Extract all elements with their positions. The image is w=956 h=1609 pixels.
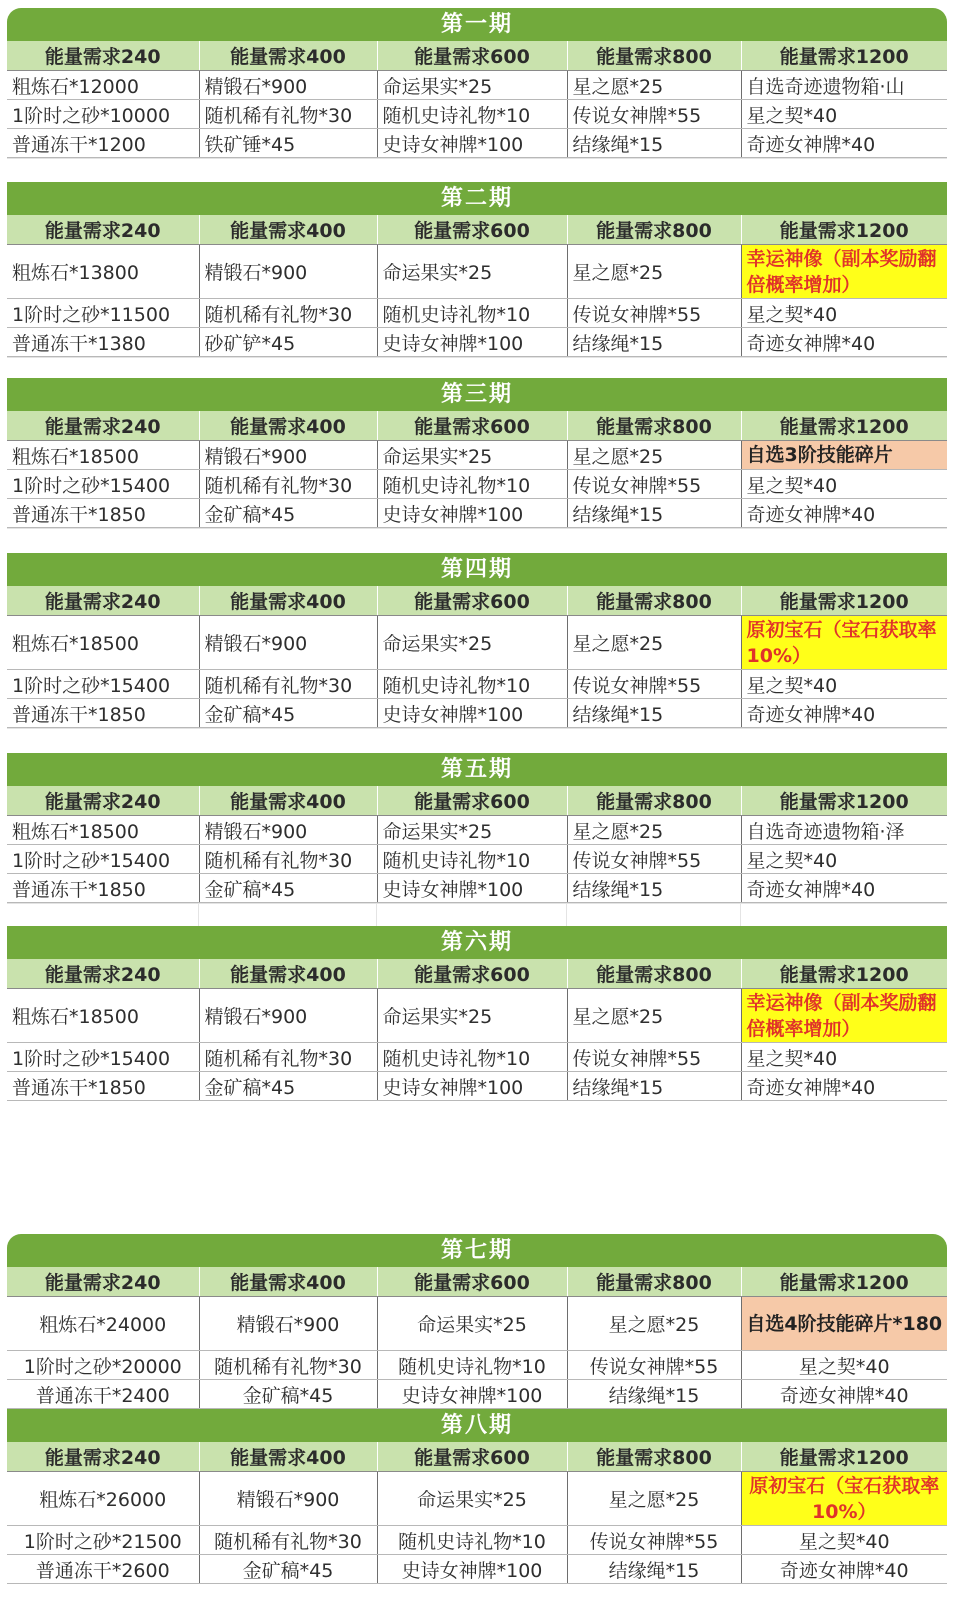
reward-cell: 奇迹女神牌*40 [741, 499, 947, 528]
period-title: 第二期 [7, 182, 947, 215]
reward-cell: 传说女神牌*55 [567, 670, 741, 699]
header-row [7, 786, 947, 816]
period-title: 第七期 [7, 1234, 947, 1267]
reward-cell: 随机稀有礼物*30 [199, 470, 377, 499]
reward-cell: 传说女神牌*55 [567, 470, 741, 499]
reward-cell: 奇迹女神牌*40 [741, 874, 947, 903]
reward-cell: 星之愿*25 [567, 1297, 741, 1351]
highlight-reward-cell: 原初宝石（宝石获取率10%） [741, 616, 947, 670]
reward-cell: 星之愿*25 [567, 245, 741, 299]
reward-cell: 铁矿锤*45 [199, 129, 377, 158]
table-row [7, 328, 947, 357]
section-gap [7, 357, 947, 378]
reward-cell: 粗炼石*13800 [7, 245, 199, 299]
reward-cell: 结缘绳*15 [567, 129, 741, 158]
reward-cell: 普通冻干*2400 [7, 1380, 199, 1409]
header-cell: 能量需求400 [199, 959, 377, 989]
reward-cell: 史诗女神牌*100 [377, 1380, 567, 1409]
period-7 [7, 1234, 947, 1409]
section-gap [7, 728, 947, 753]
reward-cell: 星之愿*25 [567, 816, 741, 845]
header-cell: 能量需求800 [567, 786, 741, 816]
reward-table [7, 959, 947, 1101]
reward-cell: 粗炼石*26000 [7, 1472, 199, 1526]
reward-cell: 命运果实*25 [377, 1472, 567, 1526]
reward-cell: 星之契*40 [741, 845, 947, 874]
reward-cell: 普通冻干*1850 [7, 499, 199, 528]
reward-cell: 随机史诗礼物*10 [377, 670, 567, 699]
header-cell: 能量需求1200 [741, 215, 947, 245]
reward-table [7, 786, 947, 903]
reward-cell: 随机稀有礼物*30 [199, 1043, 377, 1072]
reward-cell: 砂矿铲*45 [199, 328, 377, 357]
reward-cell: 传说女神牌*55 [567, 1526, 741, 1555]
header-cell: 能量需求240 [7, 1267, 199, 1297]
reward-cell: 结缘绳*15 [567, 499, 741, 528]
table-row [7, 129, 947, 158]
reward-cell: 粗炼石*18500 [7, 441, 199, 470]
reward-cell: 结缘绳*15 [567, 1072, 741, 1101]
header-row [7, 1267, 947, 1297]
reward-cell: 传说女神牌*55 [567, 100, 741, 129]
reward-cell: 随机稀有礼物*30 [199, 845, 377, 874]
reward-cell: 星之愿*25 [567, 1472, 741, 1526]
reward-cell: 普通冻干*1200 [7, 129, 199, 158]
reward-cell: 奇迹女神牌*40 [741, 1555, 947, 1584]
reward-cell: 精锻石*900 [199, 71, 377, 100]
reward-cell: 史诗女神牌*100 [377, 129, 567, 158]
table-row [7, 816, 947, 845]
reward-cell: 星之契*40 [741, 1526, 947, 1555]
reward-cell: 精锻石*900 [199, 441, 377, 470]
reward-cell: 精锻石*900 [199, 245, 377, 299]
header-cell: 能量需求400 [199, 786, 377, 816]
highlight-reward-cell: 自选3阶技能碎片 [741, 441, 947, 470]
reward-cell: 金矿稿*45 [199, 1555, 377, 1584]
reward-cell: 随机稀有礼物*30 [199, 299, 377, 328]
header-cell: 能量需求600 [377, 959, 567, 989]
reward-table [7, 1442, 947, 1584]
header-row [7, 1442, 947, 1472]
reward-cell: 奇迹女神牌*40 [741, 129, 947, 158]
reward-table [7, 586, 947, 728]
reward-cell: 随机史诗礼物*10 [377, 1351, 567, 1380]
header-cell: 能量需求600 [377, 411, 567, 441]
header-cell: 能量需求240 [7, 1442, 199, 1472]
reward-cell: 随机稀有礼物*30 [199, 670, 377, 699]
reward-cell: 粗炼石*24000 [7, 1297, 199, 1351]
header-cell: 能量需求600 [377, 786, 567, 816]
reward-cell: 随机稀有礼物*30 [199, 100, 377, 129]
header-cell: 能量需求400 [199, 1442, 377, 1472]
table-row [7, 989, 947, 1043]
period-title: 第四期 [7, 553, 947, 586]
reward-cell: 史诗女神牌*100 [377, 1555, 567, 1584]
period-title: 第一期 [7, 8, 947, 41]
table-row [7, 1555, 947, 1584]
header-cell: 能量需求1200 [741, 411, 947, 441]
header-cell: 能量需求600 [377, 215, 567, 245]
reward-cell: 普通冻干*1850 [7, 699, 199, 728]
reward-cell: 随机史诗礼物*10 [377, 100, 567, 129]
table-row [7, 670, 947, 699]
table-row [7, 100, 947, 129]
reward-cell: 1阶时之砂*11500 [7, 299, 199, 328]
header-cell: 能量需求1200 [741, 586, 947, 616]
reward-cell: 精锻石*900 [199, 816, 377, 845]
header-cell: 能量需求240 [7, 411, 199, 441]
reward-cell: 星之契*40 [741, 470, 947, 499]
highlight-reward-cell: 幸运神像（副本奖励翻倍概率增加） [741, 989, 947, 1043]
header-cell: 能量需求400 [199, 411, 377, 441]
header-cell: 能量需求400 [199, 41, 377, 71]
period-2 [7, 182, 947, 378]
header-cell: 能量需求800 [567, 215, 741, 245]
reward-cell: 粗炼石*18500 [7, 616, 199, 670]
period-title: 第六期 [7, 926, 947, 959]
reward-cell: 星之契*40 [741, 670, 947, 699]
highlight-reward-cell: 幸运神像（副本奖励翻倍概率增加） [741, 245, 947, 299]
period-6 [7, 926, 947, 1101]
reward-table [7, 41, 947, 158]
header-cell: 能量需求800 [567, 411, 741, 441]
reward-cell: 结缘绳*15 [567, 874, 741, 903]
reward-cell: 随机史诗礼物*10 [377, 299, 567, 328]
highlight-reward-cell: 自选4阶技能碎片*180 [741, 1297, 947, 1351]
reward-cell: 普通冻干*2600 [7, 1555, 199, 1584]
header-cell: 能量需求240 [7, 586, 199, 616]
reward-cell: 金矿稿*45 [199, 874, 377, 903]
period-4 [7, 553, 947, 753]
highlight-reward-cell: 原初宝石（宝石获取率10%） [741, 1472, 947, 1526]
reward-cell: 随机稀有礼物*30 [199, 1351, 377, 1380]
reward-cell: 金矿稿*45 [199, 699, 377, 728]
reward-cell: 奇迹女神牌*40 [741, 1380, 947, 1409]
header-cell: 能量需求800 [567, 1442, 741, 1472]
reward-cell: 1阶时之砂*15400 [7, 470, 199, 499]
header-cell: 能量需求400 [199, 1267, 377, 1297]
table-row [7, 1380, 947, 1409]
header-cell: 能量需求240 [7, 215, 199, 245]
reward-cell: 史诗女神牌*100 [377, 328, 567, 357]
reward-cell: 精锻石*900 [199, 1297, 377, 1351]
period-title: 第八期 [7, 1409, 947, 1442]
reward-cell: 精锻石*900 [199, 616, 377, 670]
header-cell: 能量需求1200 [741, 1442, 947, 1472]
reward-cell: 传说女神牌*55 [567, 1351, 741, 1380]
reward-cell: 金矿稿*45 [199, 1380, 377, 1409]
section-gap [7, 903, 947, 926]
header-cell: 能量需求600 [377, 586, 567, 616]
reward-cell: 1阶时之砂*15400 [7, 1043, 199, 1072]
reward-cell: 1阶时之砂*15400 [7, 845, 199, 874]
reward-cell: 命运果实*25 [377, 989, 567, 1043]
table-row [7, 245, 947, 299]
header-cell: 能量需求1200 [741, 41, 947, 71]
table-row [7, 470, 947, 499]
table-row [7, 441, 947, 470]
table-row [7, 1472, 947, 1526]
reward-cell: 1阶时之砂*20000 [7, 1351, 199, 1380]
reward-cell: 普通冻干*1850 [7, 874, 199, 903]
reward-cell: 精锻石*900 [199, 989, 377, 1043]
table-row [7, 1297, 947, 1351]
reward-cell: 金矿稿*45 [199, 1072, 377, 1101]
reward-cell: 精锻石*900 [199, 1472, 377, 1526]
header-cell: 能量需求1200 [741, 786, 947, 816]
reward-cell: 星之契*40 [741, 1351, 947, 1380]
table-row [7, 1526, 947, 1555]
period-title: 第五期 [7, 753, 947, 786]
reward-cell: 命运果实*25 [377, 816, 567, 845]
header-cell: 能量需求1200 [741, 1267, 947, 1297]
header-cell: 能量需求1200 [741, 959, 947, 989]
section-gap [7, 158, 947, 182]
header-cell: 能量需求600 [377, 1267, 567, 1297]
reward-cell: 普通冻干*1850 [7, 1072, 199, 1101]
reward-cell: 随机史诗礼物*10 [377, 470, 567, 499]
period-3 [7, 378, 947, 553]
reward-cell: 1阶时之砂*15400 [7, 670, 199, 699]
header-cell: 能量需求240 [7, 786, 199, 816]
header-row [7, 41, 947, 71]
section-gap [7, 528, 947, 553]
reward-cell: 随机稀有礼物*30 [199, 1526, 377, 1555]
reward-cell: 星之愿*25 [567, 616, 741, 670]
reward-cell: 结缘绳*15 [567, 1380, 741, 1409]
reward-cell: 传说女神牌*55 [567, 1043, 741, 1072]
reward-cell: 史诗女神牌*100 [377, 699, 567, 728]
period-8 [7, 1409, 947, 1584]
reward-cell: 命运果实*25 [377, 441, 567, 470]
period-title: 第三期 [7, 378, 947, 411]
reward-cell: 自选奇迹遗物箱·泽 [741, 816, 947, 845]
reward-cell: 星之契*40 [741, 1043, 947, 1072]
reward-cell: 命运果实*25 [377, 71, 567, 100]
period-5 [7, 753, 947, 926]
reward-cell: 星之愿*25 [567, 989, 741, 1043]
reward-cell: 奇迹女神牌*40 [741, 699, 947, 728]
header-row [7, 586, 947, 616]
table-row [7, 71, 947, 100]
reward-table [7, 1267, 947, 1409]
header-cell: 能量需求800 [567, 41, 741, 71]
reward-cell: 随机史诗礼物*10 [377, 845, 567, 874]
reward-cell: 史诗女神牌*100 [377, 499, 567, 528]
reward-cell: 星之契*40 [741, 299, 947, 328]
reward-cell: 随机史诗礼物*10 [377, 1526, 567, 1555]
header-cell: 能量需求600 [377, 41, 567, 71]
reward-cell: 星之契*40 [741, 100, 947, 129]
reward-cell: 史诗女神牌*100 [377, 874, 567, 903]
reward-table [7, 215, 947, 357]
table-row [7, 499, 947, 528]
reward-table [7, 411, 947, 528]
header-cell: 能量需求400 [199, 215, 377, 245]
table-row [7, 299, 947, 328]
table-row [7, 1351, 947, 1380]
reward-cell: 命运果实*25 [377, 1297, 567, 1351]
table-row [7, 616, 947, 670]
reward-cell: 金矿稿*45 [199, 499, 377, 528]
reward-cell: 传说女神牌*55 [567, 845, 741, 874]
table-row [7, 699, 947, 728]
reward-card-bottom [7, 1234, 947, 1609]
reward-cell: 粗炼石*12000 [7, 71, 199, 100]
reward-cell: 奇迹女神牌*40 [741, 1072, 947, 1101]
reward-cell: 结缘绳*15 [567, 328, 741, 357]
period-1 [7, 8, 947, 182]
reward-cell: 奇迹女神牌*40 [741, 328, 947, 357]
reward-cell: 命运果实*25 [377, 245, 567, 299]
header-row [7, 215, 947, 245]
header-cell: 能量需求800 [567, 1267, 741, 1297]
header-row [7, 411, 947, 441]
header-cell: 能量需求800 [567, 586, 741, 616]
table-row [7, 1043, 947, 1072]
reward-cell: 结缘绳*15 [567, 699, 741, 728]
reward-card-top [7, 8, 947, 1158]
header-cell: 能量需求600 [377, 1442, 567, 1472]
header-cell: 能量需求240 [7, 41, 199, 71]
reward-cell: 粗炼石*18500 [7, 816, 199, 845]
table-row [7, 1072, 947, 1101]
reward-cell: 星之愿*25 [567, 71, 741, 100]
header-cell: 能量需求240 [7, 959, 199, 989]
reward-cell: 史诗女神牌*100 [377, 1072, 567, 1101]
table-row [7, 845, 947, 874]
reward-cell: 粗炼石*18500 [7, 989, 199, 1043]
reward-cell: 结缘绳*15 [567, 1555, 741, 1584]
reward-cell: 传说女神牌*55 [567, 299, 741, 328]
table-row [7, 874, 947, 903]
reward-cell: 自选奇迹遗物箱·山 [741, 71, 947, 100]
header-cell: 能量需求400 [199, 586, 377, 616]
reward-cell: 命运果实*25 [377, 616, 567, 670]
header-cell: 能量需求800 [567, 959, 741, 989]
reward-cell: 1阶时之砂*10000 [7, 100, 199, 129]
header-row [7, 959, 947, 989]
reward-cell: 随机史诗礼物*10 [377, 1043, 567, 1072]
reward-cell: 星之愿*25 [567, 441, 741, 470]
reward-cell: 普通冻干*1380 [7, 328, 199, 357]
reward-cell: 1阶时之砂*21500 [7, 1526, 199, 1555]
